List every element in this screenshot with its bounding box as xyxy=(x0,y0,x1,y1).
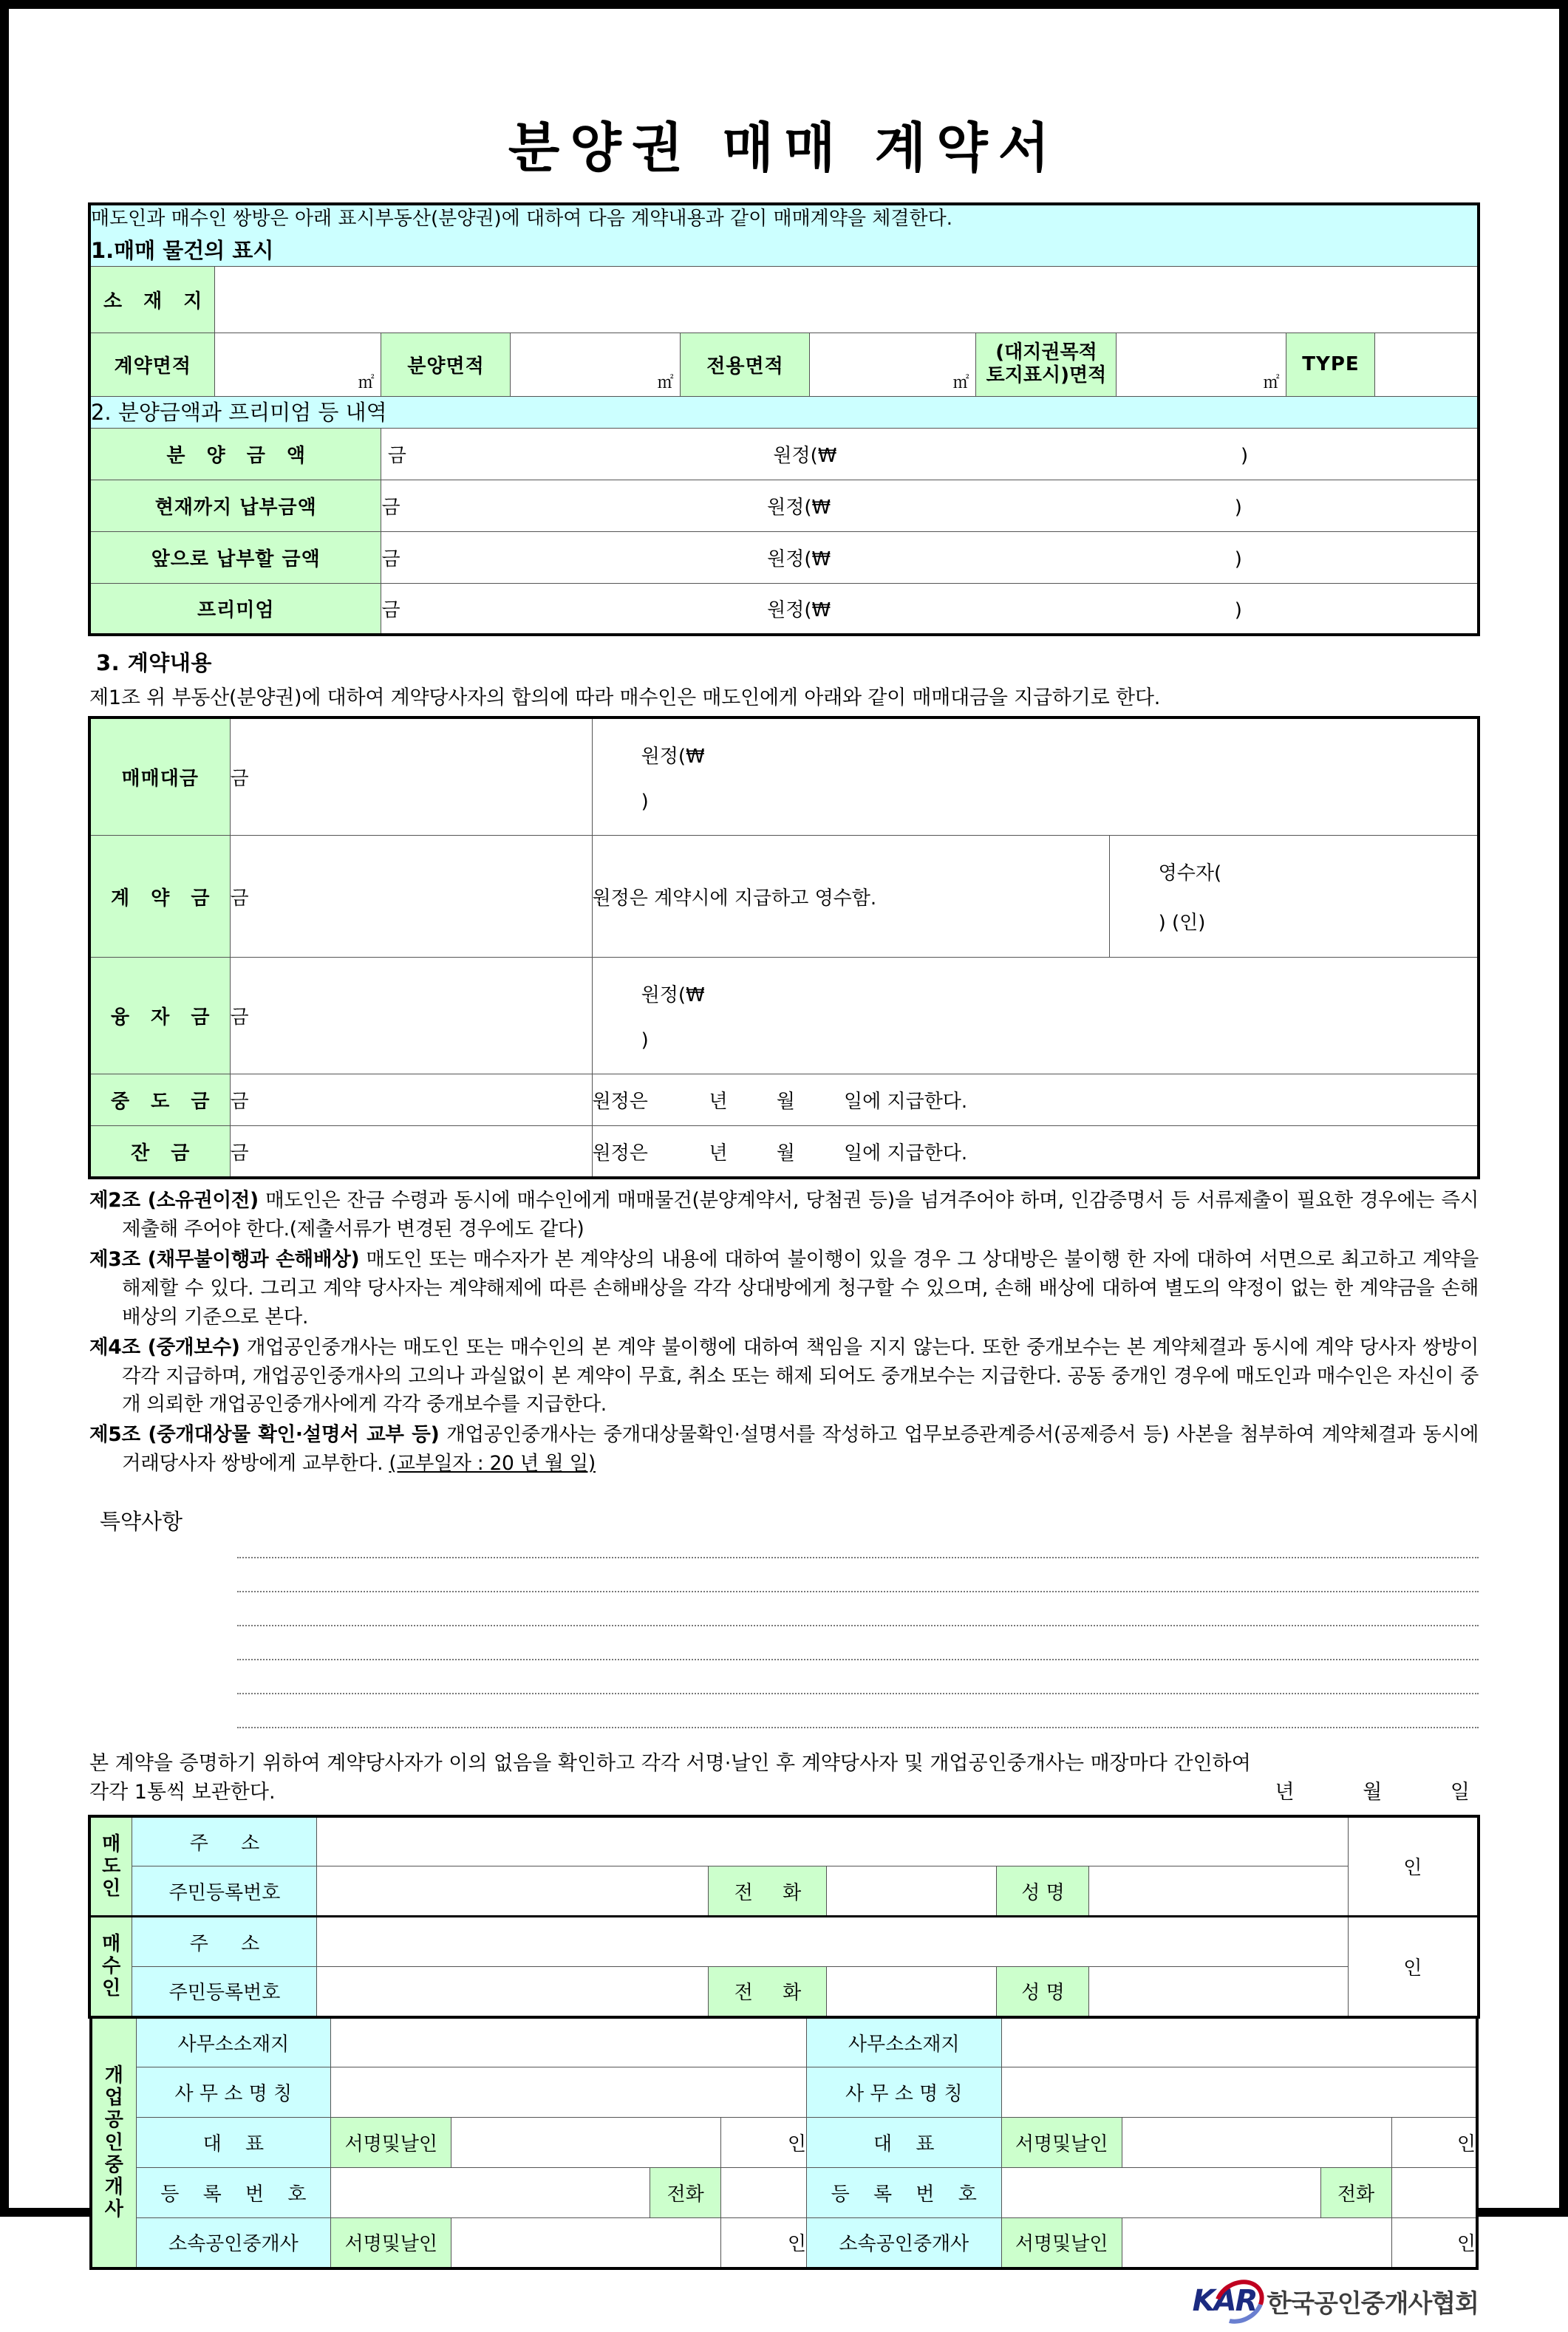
broker-office-name-label-right: 사 무 소 명 칭 xyxy=(807,2067,1001,2118)
closing-date[interactable] xyxy=(1216,1778,1471,1807)
seller-id-input[interactable] xyxy=(317,1866,709,1917)
geum-prefix: 금 xyxy=(381,496,400,519)
kar-logo-icon xyxy=(1193,2284,1257,2318)
broker-phone-input-right[interactable] xyxy=(1391,2168,1477,2218)
closing-line1: 본 계약을 증명하기 위하여 계약당사자가 이의 없음을 확인하고 각각 서명·날인 후 계약당사자 및 개업공인중개사는 매장마다 간인하여 xyxy=(89,1752,1251,1776)
broker-assoc-seal-left[interactable]: 인 xyxy=(721,2218,807,2268)
paren-close: ) xyxy=(1234,496,1242,519)
broker-regno-input-left[interactable] xyxy=(331,2168,650,2218)
unit-sqm: ㎡ xyxy=(657,373,674,392)
broker-office-name-input-left[interactable] xyxy=(331,2067,807,2118)
special-terms-section xyxy=(89,1505,1479,1719)
balance-label: 잔 금 xyxy=(89,1126,230,1178)
amount-row-supply xyxy=(89,428,1479,480)
broker-assoc-sign-input-left[interactable] xyxy=(451,2218,721,2268)
seller-address-input[interactable] xyxy=(317,1816,1348,1866)
clause-list xyxy=(89,1187,1479,1479)
amount-row-premium xyxy=(89,583,1479,635)
special-terms-line[interactable] xyxy=(237,1524,1479,1558)
deposit-label: 계 약 금 xyxy=(89,836,230,958)
type-input[interactable] xyxy=(1375,333,1479,396)
special-terms-line[interactable] xyxy=(237,1626,1479,1660)
interim-input[interactable] xyxy=(230,1074,592,1126)
broker-assoc-sign-input-right[interactable] xyxy=(1122,2218,1391,2268)
closing-year: 년 xyxy=(1275,1781,1296,1804)
remaining-amount-input[interactable] xyxy=(381,531,1479,583)
area-row xyxy=(89,333,1479,396)
closing-day: 일 xyxy=(1450,1781,1471,1804)
clause-article2-title: 제2조 (소유권이전) xyxy=(89,1188,259,1212)
closing-month: 월 xyxy=(1363,1781,1384,1804)
remaining-amount-label: 앞으로 납부할 금액 xyxy=(89,531,381,583)
clause-article5 xyxy=(89,1421,1479,1479)
special-terms-line[interactable] xyxy=(237,1558,1479,1592)
location-label: 소 재 지 xyxy=(89,266,215,333)
land-right-area-input[interactable] xyxy=(1117,333,1286,396)
page-title: 분양권 매매 계약서 xyxy=(508,117,1060,179)
broker-phone-label-right: 전화 xyxy=(1320,2168,1391,2218)
won-text: 원정(₩ xyxy=(641,984,705,1007)
broker-rep-seal-right[interactable]: 인 xyxy=(1391,2118,1477,2168)
land-right-area-label xyxy=(976,333,1117,396)
broker-office-name-label-left: 사 무 소 명 칭 xyxy=(136,2067,330,2118)
payment-row-deposit xyxy=(89,836,1479,958)
document-inner xyxy=(9,9,1559,2319)
buyer-name-input[interactable] xyxy=(1089,1967,1348,2017)
special-terms-lines[interactable] xyxy=(237,1524,1479,1728)
broker-assoc-sign-label-right: 서명및날인 xyxy=(1001,2218,1122,2268)
buyer-id-label: 주민등록번호 xyxy=(132,1967,317,2017)
geum-prefix: 금 xyxy=(230,1091,249,1114)
total-price-text xyxy=(592,717,1479,836)
property-intro-row xyxy=(89,204,1479,266)
broker-phone-label-left: 전화 xyxy=(650,2168,721,2218)
paid-amount-input[interactable] xyxy=(381,480,1479,531)
broker-rep-label-right: 대 표 xyxy=(807,2118,1001,2168)
paren-close: ) xyxy=(641,1029,649,1052)
geum-prefix: 금 xyxy=(381,548,400,570)
signature-table xyxy=(88,1815,1480,2019)
interim-text: 원정은 년 월 일에 지급한다. xyxy=(592,1074,1479,1126)
unit-sqm: ㎡ xyxy=(358,373,375,392)
special-terms-line[interactable] xyxy=(237,1592,1479,1626)
broker-assoc-agent-row xyxy=(91,2218,1477,2268)
buyer-phone-input[interactable] xyxy=(827,1967,997,2017)
section2-heading-row xyxy=(89,396,1479,428)
broker-assoc-seal-right[interactable]: 인 xyxy=(1391,2218,1477,2268)
paren-close: ) xyxy=(1234,548,1242,570)
buyer-name-label: 성 명 xyxy=(997,1967,1089,2017)
amount-row-remaining xyxy=(89,531,1479,583)
loan-text xyxy=(592,958,1479,1074)
receiver-cell[interactable] xyxy=(1109,836,1479,958)
seller-name-label: 성 명 xyxy=(997,1866,1089,1917)
won-suffix: 원정(₩ xyxy=(767,548,831,570)
seller-id-label: 주민등록번호 xyxy=(132,1866,317,1917)
geum-prefix: 금 xyxy=(230,1142,249,1165)
clause-article3-body: 매도인 또는 매수자가 본 계약상의 내용에 대하여 불이행이 있을 경우 그 상대방은 불이행 한 자에 대하여 서면으로 최고하고 계약을 해제할 수 있다. 그리고 계약 당사자는 계약해제에 따른 손해배상을 각각 상대방에게 청구할 수 있으며, 손해 배상에 대하여 별도의 약정이 없는 한 계약금을 손해배상의 기준으로 본다. xyxy=(122,1247,1479,1329)
won-text: 원정(₩ xyxy=(641,746,705,768)
supply-area-label: 분양면적 xyxy=(381,333,511,396)
seller-side-label: 매 도 인 xyxy=(89,1816,132,1917)
clause-article4 xyxy=(89,1334,1479,1420)
broker-office-address-label-left: 사무소소재지 xyxy=(136,2017,330,2067)
seller-address-label: 주 소 xyxy=(132,1816,317,1866)
clause-article5-title: 제5조 (중개대상물 확인·설명서 교부 등) xyxy=(89,1423,440,1447)
clause-article3-title: 제3조 (채무불이행과 손해배상) xyxy=(89,1247,360,1271)
loan-input[interactable] xyxy=(230,958,592,1074)
supply-amount-input[interactable] xyxy=(381,428,1479,480)
buyer-phone-label: 전 화 xyxy=(709,1967,827,2017)
broker-office-address-input-right[interactable] xyxy=(1001,2017,1477,2067)
footer-logo xyxy=(89,2283,1479,2319)
broker-regno-label-right: 등 록 번 호 xyxy=(807,2168,1001,2218)
premium-input[interactable] xyxy=(381,583,1479,635)
geum-prefix: 금 xyxy=(230,768,249,791)
broker-rep-sign-input-right[interactable] xyxy=(1122,2118,1391,2168)
buyer-address-input[interactable] xyxy=(317,1917,1348,1967)
broker-regno-input-right[interactable] xyxy=(1001,2168,1320,2218)
seller-name-input[interactable] xyxy=(1089,1866,1348,1917)
broker-rep-sign-input-left[interactable] xyxy=(451,2118,721,2168)
section1-heading: 1.매매 물건의 표시 xyxy=(90,237,274,263)
won-suffix: 원정(₩ xyxy=(767,599,831,622)
seller-address-row xyxy=(89,1816,1479,1866)
broker-rep-label-left: 대 표 xyxy=(136,2118,330,2168)
seller-seal[interactable]: 인 xyxy=(1348,1816,1479,1917)
broker-assoc-sign-label-left: 서명및날인 xyxy=(331,2218,451,2268)
broker-office-name-row xyxy=(91,2067,1477,2118)
special-terms-label: 특약사항 xyxy=(100,1509,183,1535)
broker-office-address-label-right: 사무소소재지 xyxy=(807,2017,1001,2067)
geum-prefix: 금 xyxy=(230,887,249,910)
total-price-label: 매매대금 xyxy=(89,717,230,836)
special-terms-line[interactable] xyxy=(237,1694,1479,1728)
section2-heading: 2. 분양금액과 프리미엄 등 내역 xyxy=(89,396,1479,428)
geum-prefix: 금 xyxy=(230,1006,249,1029)
broker-office-address-row xyxy=(91,2017,1477,2067)
payment-row-balance xyxy=(89,1126,1479,1178)
type-label: TYPE xyxy=(1286,333,1375,396)
seller-phone-input[interactable] xyxy=(827,1866,997,1917)
buyer-address-label: 주 소 xyxy=(132,1917,317,1967)
location-row xyxy=(89,266,1479,333)
association-name: 한국공인중개사협회 xyxy=(1267,2288,1479,2319)
paid-amount-label: 현재까지 납부금액 xyxy=(89,480,381,531)
property-table xyxy=(88,202,1480,636)
paren-close: ) xyxy=(641,791,649,814)
total-price-input[interactable] xyxy=(230,717,592,836)
buyer-address-row xyxy=(89,1917,1479,1967)
unit-sqm: ㎡ xyxy=(1263,373,1280,392)
seller-phone-label: 전 화 xyxy=(709,1866,827,1917)
special-terms-line[interactable] xyxy=(237,1660,1479,1694)
supply-area-input[interactable] xyxy=(511,333,681,396)
broker-assoc-label-right: 소속공인중개사 xyxy=(807,2218,1001,2268)
geum-prefix: 금 xyxy=(381,599,400,622)
receiver-seal: ) (인) xyxy=(1158,912,1206,935)
balance-text: 원정은 년 월 일에 지급한다. xyxy=(592,1126,1479,1178)
clause-article5-body: 개업공인중개사는 중개대상물확인·설명서를 작성하고 업무보증관계증서(공제증서 등) 사본을 첨부하여 계약체결과 동시에 거래당사자 쌍방에게 교부한다. xyxy=(122,1423,1479,1476)
clause-article3 xyxy=(89,1246,1479,1332)
broker-rep-seal-left[interactable]: 인 xyxy=(721,2118,807,2168)
clause-article4-title: 제4조 (중개보수) xyxy=(89,1335,240,1359)
buyer-id-row xyxy=(89,1967,1479,2017)
payment-table xyxy=(88,716,1480,1179)
balance-input[interactable] xyxy=(230,1126,592,1178)
broker-rep-row xyxy=(91,2118,1477,2168)
land-right-area-label-line1: (대지권목적 xyxy=(995,341,1097,364)
section3-heading: 3. 계약내용 xyxy=(96,650,212,676)
broker-office-name-input-right[interactable] xyxy=(1001,2067,1477,2118)
broker-side-label: 개 업 공 인 중 개 사 xyxy=(91,2017,136,2268)
broker-phone-input-left[interactable] xyxy=(721,2168,807,2218)
intro-cell xyxy=(89,204,1479,266)
contract-area-input[interactable] xyxy=(215,333,381,396)
closing-line2: 각각 1통씩 보관한다. xyxy=(89,1781,276,1804)
unit-sqm: ㎡ xyxy=(952,373,969,392)
receiver-label: 영수자( xyxy=(1158,862,1222,885)
kar-logo-text: KAR xyxy=(1192,2284,1257,2319)
seller-id-row xyxy=(89,1866,1479,1917)
buyer-side-label: 매 수 인 xyxy=(89,1917,132,2017)
supply-amount-label: 분 양 금 액 xyxy=(89,428,381,480)
paren-close: ) xyxy=(1234,599,1242,622)
interim-label: 중 도 금 xyxy=(89,1074,230,1126)
land-right-area-label-line2: 토지표시)면적 xyxy=(986,364,1107,387)
broker-office-address-input-left[interactable] xyxy=(331,2017,807,2067)
closing-statement xyxy=(89,1749,1479,1807)
clause-article2 xyxy=(89,1187,1479,1244)
buyer-id-input[interactable] xyxy=(317,1967,709,2017)
broker-regno-row xyxy=(91,2168,1477,2218)
broker-rep-sign-label-right: 서명및날인 xyxy=(1001,2118,1122,2168)
location-input[interactable] xyxy=(215,266,1479,333)
deposit-input[interactable] xyxy=(230,836,592,958)
paren-close: ) xyxy=(1241,444,1249,467)
premium-label: 프리미엄 xyxy=(89,583,381,635)
geum-prefix: 금 xyxy=(387,444,406,467)
contract-area-label: 계약면적 xyxy=(89,333,215,396)
won-suffix: 원정(₩ xyxy=(767,496,831,519)
payment-row-total xyxy=(89,717,1479,836)
broker-regno-label-left: 등 록 번 호 xyxy=(136,2168,330,2218)
article1-intro: 제1조 위 부동산(분양권)에 대하여 계약당사자의 합의에 따라 매수인은 매도인에게 아래와 같이 매매대금을 지급하기로 한다. xyxy=(89,686,1161,710)
clause-article4-body: 개업공인중개사는 매도인 또는 매수인의 본 계약 불이행에 대하여 책임을 지지 않는다. 또한 중개보수는 본 계약체결과 동시에 계약 당사자 쌍방이 각각 지급하며, 개업공인중개사의 고의나 과실없이 본 계약이 무효, 취소 또는 해제 되어도 중개보수는 지급한다. 공동 중개인 경우에 매도인과 매수인은 자신이 중개 의뢰한 개업공인중개사에게 각각 중개보수를 지급한다. xyxy=(122,1335,1479,1416)
payment-row-interim xyxy=(89,1074,1479,1126)
loan-label: 융 자 금 xyxy=(89,958,230,1074)
amount-row-paid xyxy=(89,480,1479,531)
clause-article2-body: 매도인은 잔금 수령과 동시에 매수인에게 매매물건(분양계약서, 당첨권 등)을 넘겨주어야 하며, 인감증명서 등 서류제출이 필요한 경우에는 즉시 제출해 주어야 한다.(제출서류가 변경된 경우에도 같다) xyxy=(122,1188,1479,1241)
exclusive-area-label: 전용면적 xyxy=(681,333,810,396)
broker-assoc-label-left: 소속공인중개사 xyxy=(136,2218,330,2268)
intro-text: 매도인과 매수인 쌍방은 아래 표시부동산(분양권)에 대하여 다음 계약내용과 같이 매매계약을 체결한다. xyxy=(90,208,953,230)
buyer-seal[interactable]: 인 xyxy=(1348,1917,1479,2017)
exclusive-area-input[interactable] xyxy=(810,333,976,396)
broker-table xyxy=(89,2016,1479,2270)
payment-row-loan xyxy=(89,958,1479,1074)
won-suffix: 원정(₩ xyxy=(773,444,837,467)
broker-rep-sign-label-left: 서명및날인 xyxy=(331,2118,451,2168)
clause-article5-delivery-date[interactable]: (교부일자 : 20 년 월 일) xyxy=(389,1452,596,1476)
deposit-text: 원정은 계약시에 지급하고 영수함. xyxy=(592,836,1109,958)
